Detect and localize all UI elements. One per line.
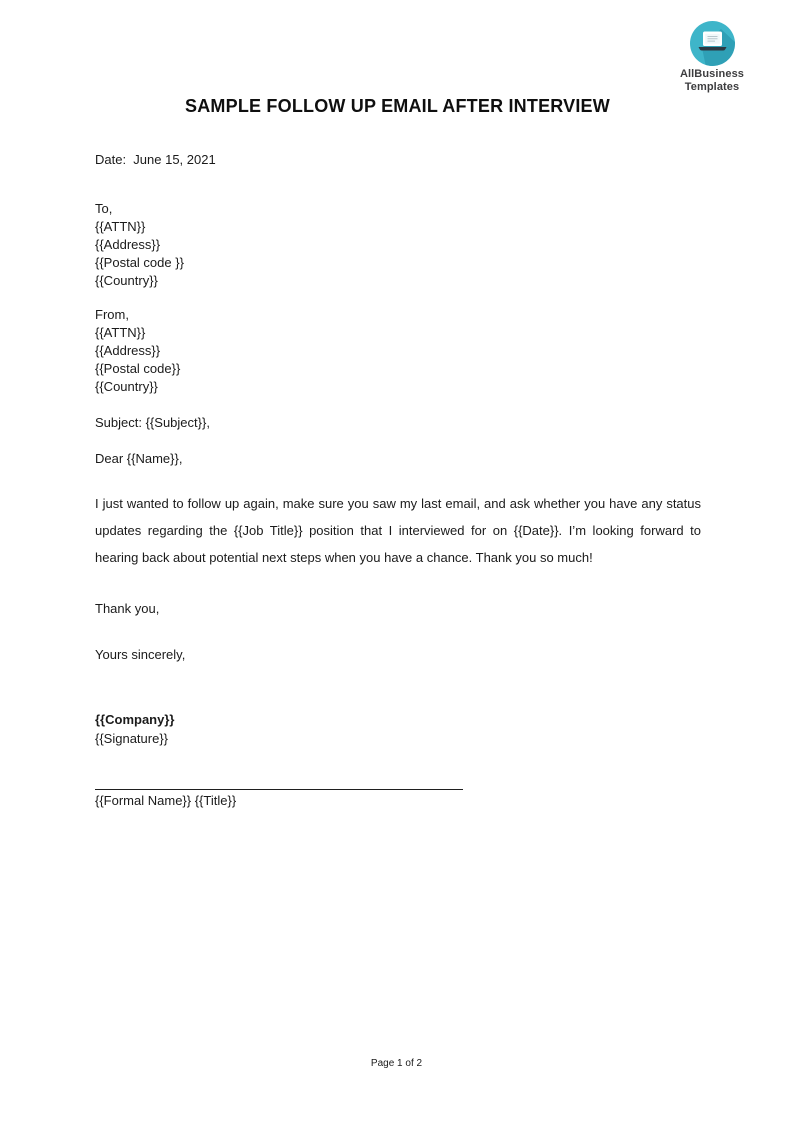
closing-thanks-line: Thank you, — [95, 601, 160, 616]
recipient-postal-code-field: {{Postal code }} — [95, 255, 184, 270]
salutation-line: Dear {{Name}}, — [95, 451, 183, 466]
allbusiness-templates-logo — [660, 21, 764, 93]
recipient-heading: To, — [95, 201, 113, 216]
recipient-attn-field: {{ATTN}} — [95, 219, 146, 234]
laptop-icon — [690, 21, 735, 66]
sender-postal-code-field: {{Postal code}} — [95, 361, 181, 376]
page-title: SAMPLE FOLLOW UP EMAIL AFTER INTERVIEW — [185, 96, 610, 116]
sender-block — [95, 306, 180, 396]
signature-rule-line — [95, 789, 463, 790]
logo-wordmark — [660, 68, 764, 93]
logo-wordmark-line2: Templates — [684, 80, 740, 93]
closing-sincerely-line: Yours sincerely, — [95, 647, 186, 662]
body-paragraph: I just wanted to follow up again, make sure you saw my last email, and ask whether you have any status updates regarding the {{Job Title}} position that I interviewed for on {{Date}}. I’m looking forward to hearing back about potential next steps when you have a chance. Thank you so much! — [95, 496, 701, 565]
signature-field: {{Signature}} — [95, 731, 169, 746]
recipient-address-field: {{Address}} — [95, 237, 161, 252]
recipient-block — [95, 200, 184, 290]
recipient-country-field: {{Country}} — [95, 273, 158, 288]
sender-attn-field: {{ATTN}} — [95, 325, 146, 340]
company-field: {{Company}} — [95, 712, 175, 727]
subject-line: Subject: {{Subject}}, — [95, 415, 210, 430]
page-number: Page 1 of 2 — [370, 1058, 423, 1069]
company-signature-block — [95, 710, 174, 748]
logo-wordmark-line1: AllBusiness — [679, 68, 745, 80]
sender-heading: From, — [95, 307, 129, 322]
sender-address-field: {{Address}} — [95, 343, 161, 358]
date-line: Date: June 15, 2021 — [95, 152, 216, 167]
sender-country-field: {{Country}} — [95, 379, 158, 394]
signature-caption: {{Formal Name}} {{Title}} — [95, 793, 237, 808]
